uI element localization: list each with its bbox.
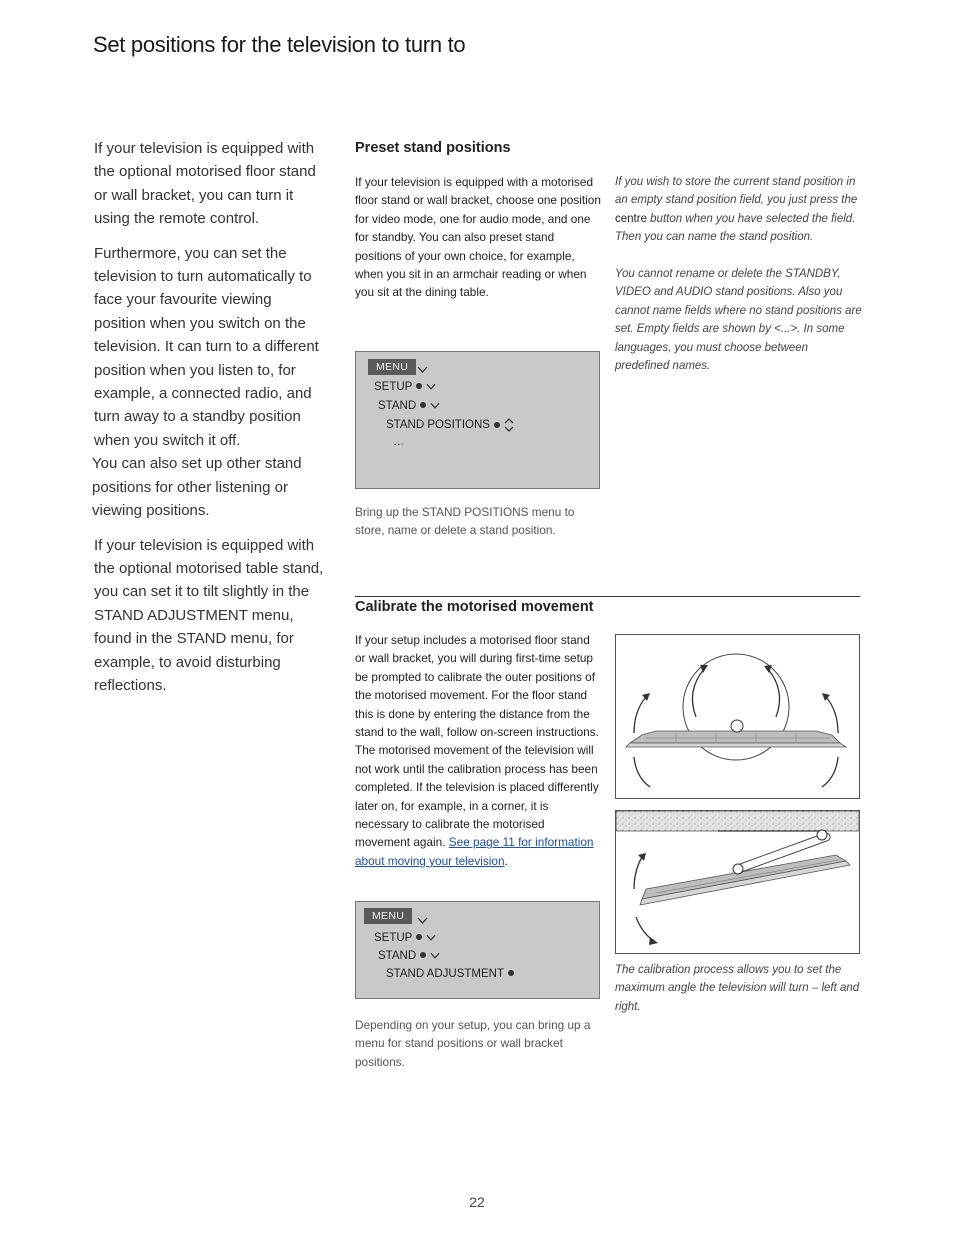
stand-adjustment-menu-illustration (355, 901, 600, 999)
calibration-figure-caption: The calibration process allows you to set the maximum angle the television will turn – left and right. (615, 964, 860, 1013)
bullet-icon (508, 970, 514, 976)
intro-paragraph-1: If your television is equipped with the optional motorised floor stand or wall bracket, you can turn it using the remote control. (94, 140, 316, 228)
chevron-down-icon (417, 917, 428, 925)
preset-note-1: If you wish to store the current stand position in an empty stand position field, you just press the centre button when you have selected the field. Then you can name the stand position. (615, 176, 858, 244)
menu-row-stand-adjustment: STAND ADJUSTMENT (386, 968, 516, 980)
centre-key-label: centre (615, 212, 647, 225)
intro-paragraph-2b: You can also set up other stand positions for other listening or viewing positions. (92, 455, 302, 520)
preset-note-2: You cannot rename or delete the STANDBY, VIDEO and AUDIO stand positions. Also you cannot name fields where no stand positions are set. Empty fields are shown by <...>. In some languages, you must choose between predefined names. (615, 268, 862, 373)
calibrate-body: If your setup includes a motorised floor stand or wall bracket, you will during first-time setup be prompted to calibrate the outer positions of the motorised movement. For the floor stand this is done by entering the distance from the stand to the wall, follow on-screen instructions. The motorised movement of the television will not work until the calibration process has been completed. If the television is placed differently later on, for example, in a corner, it is necessary to calibrate the motorised movement again. See page 11 for information about moving your television. (355, 633, 599, 868)
menu-tag: MENU (368, 359, 416, 375)
menu-tag: MENU (364, 908, 412, 924)
floor-stand-rotation-illustration (616, 635, 859, 798)
bullet-icon (416, 934, 422, 940)
preset-notes (615, 173, 863, 394)
stand-positions-menu-caption: Bring up the STAND POSITIONS menu to store, name or delete a stand position. (355, 505, 575, 538)
intro-column (94, 137, 326, 708)
menu-row-stand-positions: STAND POSITIONS (386, 418, 514, 432)
menu-row-stand: STAND (378, 950, 440, 962)
move-tv-link[interactable]: See page 11 for information about moving your television (355, 835, 594, 868)
wall-bracket-rotation-figure (615, 810, 860, 954)
chevron-down-icon (426, 383, 436, 391)
chevron-down-icon (417, 366, 428, 374)
floor-stand-rotation-figure (615, 634, 860, 799)
bullet-icon (494, 422, 500, 428)
menu-row-ellipsis: … (393, 436, 405, 448)
stand-positions-menu-illustration (355, 351, 600, 489)
bullet-icon (416, 383, 422, 389)
section-divider (355, 596, 860, 597)
page-title: Set positions for the television to turn to (93, 32, 466, 57)
stand-adjustment-menu-caption: Depending on your setup, you can bring up a menu for stand positions or wall bracket positions. (355, 1018, 591, 1069)
page-number: 22 (469, 1194, 485, 1210)
wall-bracket-rotation-illustration (616, 811, 859, 953)
intro-paragraph-2: Furthermore, you can set the television to turn automatically to face your favourite viewing position when you switch on the television. It can turn to a different position when you listen to, for example, a connected radio, and turn away to a standby position when you switch it off. (94, 244, 319, 449)
menu-row-setup: SETUP (374, 932, 436, 944)
chevron-down-icon (430, 402, 440, 410)
chevron-down-icon (430, 952, 440, 960)
bullet-icon (420, 402, 426, 408)
menu-row-stand: STAND (378, 400, 440, 412)
preset-body: If your television is equipped with a motorised floor stand or wall bracket, choose one position for video mode, one for audio mode, and one for standby. You can also preset stand positions of your own choice, for example, when you sit in an armchair reading or when you sit at the dining table. (355, 175, 601, 300)
chevron-down-icon (426, 934, 436, 942)
calibrate-heading: Calibrate the motorised movement (355, 599, 594, 615)
chevron-up-down-icon (504, 418, 514, 432)
intro-paragraph-3: If your television is equipped with the optional motorised table stand, you can set it to tilt slightly in the STAND ADJUSTMENT menu, found in the STAND menu, for example, to avoid disturbing reflections. (94, 536, 324, 694)
preset-heading: Preset stand positions (355, 140, 511, 156)
menu-row-setup: SETUP (374, 381, 436, 393)
bullet-icon (420, 952, 426, 958)
